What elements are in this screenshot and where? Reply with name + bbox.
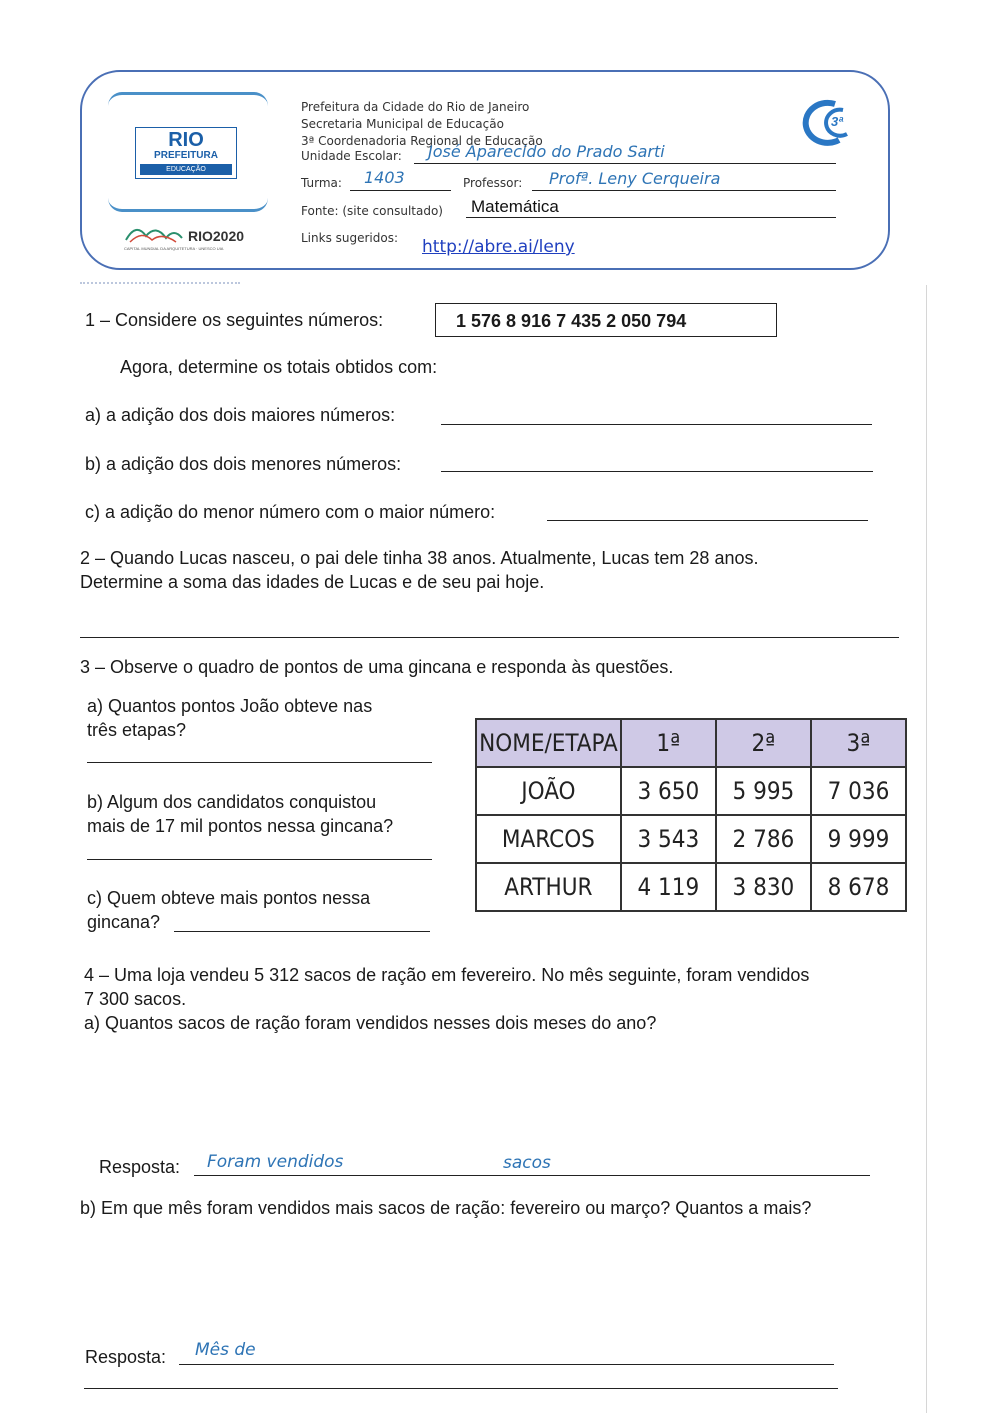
- table-cell: 2 786: [716, 815, 811, 863]
- q4-b-text: b) Em que mês foram vendidos mais sacos de ração: fevereiro ou março? Quantos a mais?: [80, 1198, 812, 1218]
- q3-b-line2: mais de 17 mil pontos nessa gincana?: [87, 816, 394, 836]
- table-cell-name: JOÃO: [476, 767, 621, 815]
- q4-a-resposta-label: Resposta:: [99, 1157, 181, 1177]
- q4-a-text: a) Quantos sacos de ração foram vendidos nesses dois meses do ano?: [84, 1013, 657, 1033]
- logo-edu-text: EDUCAÇÃO: [140, 164, 232, 175]
- q1-c-text: c) a adição do menor número com o maior número:: [85, 502, 496, 522]
- q2-line1: 2 – Quando Lucas nasceu, o pai dele tinha 38 anos. Atualmente, Lucas tem 28 anos.: [80, 548, 759, 568]
- q3-a-line2: três etapas?: [87, 720, 187, 740]
- q4-a-answer-line[interactable]: [194, 1175, 870, 1176]
- table-cell: 3 650: [621, 767, 716, 815]
- table-cell: 3 543: [621, 815, 716, 863]
- cre-swoosh-icon: [795, 98, 865, 146]
- header-line-coordenadoria: 3ª Coordenadoria Regional de Educação: [301, 134, 543, 148]
- turma-value[interactable]: 1403: [364, 168, 405, 187]
- professor-label: Professor:: [463, 176, 523, 190]
- professor-line: [532, 190, 836, 191]
- q3-prompt: 3 – Observe o quadro de pontos de uma gincana e responda às questões.: [80, 657, 674, 677]
- table-cell: 4 119: [621, 863, 716, 911]
- page-right-edge: [926, 285, 927, 1413]
- turma-label: Turma:: [301, 176, 342, 190]
- table-row: [476, 767, 906, 815]
- links-value[interactable]: http://abre.ai/leny: [422, 237, 575, 257]
- logo-main-text: RIO: [168, 129, 204, 151]
- rio2020-logo: [124, 220, 264, 254]
- links-label: Links sugeridos:: [301, 231, 399, 245]
- q2-line2: Determine a soma das idades de Lucas e de seu pai hoje.: [80, 572, 545, 592]
- header-line-secretaria: Secretaria Municipal de Educação: [301, 117, 504, 131]
- q1-c-answer-line[interactable]: [547, 520, 868, 521]
- q1-a-text: a) a adição dos dois maiores números:: [85, 405, 396, 425]
- cre-badge-text: 3ª: [831, 114, 844, 129]
- q3-c-line1: c) Quem obteve mais pontos nessa: [87, 888, 371, 908]
- q1-b-answer-line[interactable]: [441, 471, 873, 472]
- table-row: [476, 863, 906, 911]
- q3-b-answer-line[interactable]: [87, 859, 432, 860]
- q4-line1: 4 – Uma loja vendeu 5 312 sacos de ração em fevereiro. No mês seguinte, foram vendidos: [84, 965, 810, 985]
- q1-prompt: 1 – Considere os seguintes números:: [85, 310, 384, 330]
- table-cell-name: ARTHUR: [476, 863, 621, 911]
- q1-b-text: b) a adição dos dois menores números:: [85, 454, 402, 474]
- q3-c-line2: gincana?: [87, 912, 161, 932]
- unidade-value[interactable]: José Aparecido do Prado Sarti: [428, 142, 665, 161]
- table-row: [476, 815, 906, 863]
- fonte-line: [466, 217, 836, 218]
- table-cell: 8 678: [811, 863, 906, 911]
- table-header-cell: 2ª: [716, 719, 811, 767]
- table-cell-name: MARCOS: [476, 815, 621, 863]
- logo-sub-text: PREFEITURA: [154, 150, 218, 161]
- q4-b-answer-line-2[interactable]: [84, 1388, 838, 1389]
- table-header-cell: 3ª: [811, 719, 906, 767]
- rio2020-text: RIO2020: [188, 228, 245, 244]
- rio2020-caption: CAPITAL MUNDIAL DA ARQUITETURA · UNESCO UIA: [124, 246, 224, 251]
- table-header-cell: 1ª: [621, 719, 716, 767]
- table-cell: 9 999: [811, 815, 906, 863]
- professor-value[interactable]: Profª. Leny Cerqueira: [549, 169, 721, 188]
- q4-b-answer-text[interactable]: Mês de: [195, 1340, 256, 1360]
- header-line-prefeitura: Prefeitura da Cidade do Rio de Janeiro: [301, 100, 530, 114]
- rio2020-wave-icon: [124, 220, 184, 244]
- table-cell: 7 036: [811, 767, 906, 815]
- q3-a-line1: a) Quantos pontos João obteve nas: [87, 696, 373, 716]
- q3-c-answer-line[interactable]: [174, 931, 430, 932]
- table-header-row: [476, 719, 906, 767]
- gincana-score-table: [475, 718, 907, 912]
- fonte-value[interactable]: Matemática: [471, 197, 559, 216]
- q3-a-answer-line[interactable]: [87, 762, 432, 763]
- q4-a-answer-part2[interactable]: sacos: [503, 1153, 551, 1173]
- unidade-label: Unidade Escolar:: [301, 149, 402, 163]
- q4-b-answer-line[interactable]: [179, 1364, 834, 1365]
- table-cell: 5 995: [716, 767, 811, 815]
- table-cell: 3 830: [716, 863, 811, 911]
- q3-b-line1: b) Algum dos candidatos conquistou: [87, 792, 377, 812]
- table-header-cell: NOME/ETAPA: [476, 719, 621, 767]
- q1-numbers-box: 1 576 8 916 7 435 2 050 794: [435, 303, 777, 337]
- q4-line2: 7 300 sacos.: [84, 989, 187, 1009]
- q2-answer-line[interactable]: [80, 637, 899, 638]
- q1-instruction: Agora, determine os totais obtidos com:: [120, 357, 438, 377]
- unidade-line: [414, 163, 836, 164]
- header-bottom-mark: [80, 282, 240, 287]
- q4-b-resposta-label: Resposta:: [85, 1347, 167, 1367]
- cre-badge-icon: [795, 98, 865, 146]
- q1-a-answer-line[interactable]: [441, 424, 872, 425]
- fonte-label: Fonte: (site consultado): [301, 204, 443, 218]
- turma-line: [350, 190, 451, 191]
- rio-prefeitura-logo: [108, 92, 268, 212]
- q4-a-answer-part1[interactable]: Foram vendidos: [207, 1152, 344, 1172]
